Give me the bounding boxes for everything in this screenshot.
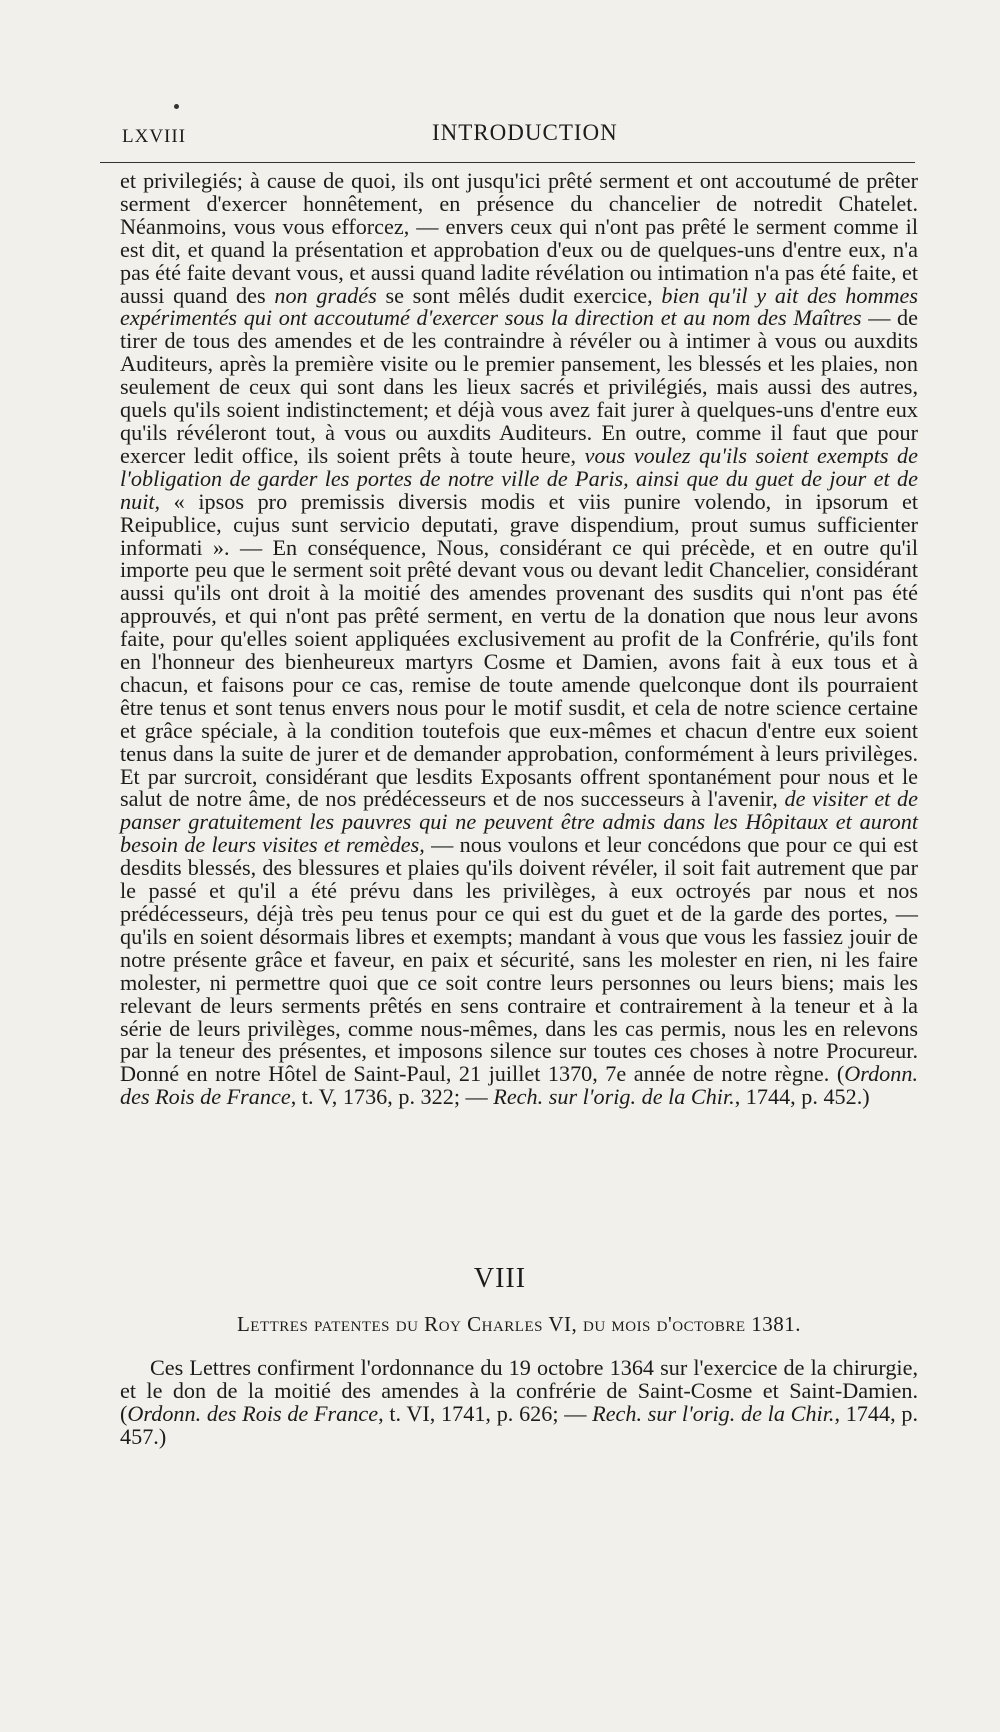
text-run: Ces Lettres confirment l'ordonnance du 19 octobre 1364 sur l'exercice de la chirurgie, et le don de la moitié des amendes à la confrérie de Saint-Cosme et Saint-Damien. ( [120, 1355, 918, 1426]
italic-run: bien qu'il y ait des hommes expérimentés qui ont accoutumé d'exercer sous la direction et au nom des Maîtres [120, 282, 918, 331]
paragraph [120, 1357, 918, 1449]
text-run: et privilegiés; à cause de quoi, ils ont jusqu'ici prêté serment et ont accoutumé de prêter serment d'exercer honnêtement, en présence du chancelier de notredit Chatelet. Néanmoins, vous vous efforcez, — envers ceux qui n'ont pas prêté le serment comme il est dit, et quand la présentation et approbation d'eux ou de quelques-uns d'entre eux, n'a pas été faite devant vous, et aussi quand ladite révélation ou intimation n'a pas été faite, et aussi quand des [120, 168, 918, 308]
italic-citation: Ordonn. des Rois de France [120, 1061, 918, 1110]
section-title: Lettres patentes du Roy Charles VI, du mois d'octobre 1381. [236, 1312, 802, 1336]
text-run: se sont mêlés dudit exercice, [376, 282, 662, 308]
text-run: — de tirer de tous des amendes et de les contraindre à révéler ou à intimer à vous ou auxdits Auditeurs, après la première visite ou le premier pansement, les blessés et les plaies, non seulement de ceux qui sont dans les lieux sacrés et privilégiés, mais aussi des autres, quels qu'ils soient indistinctement; et déjà vous avez fait jurer à quelques-uns d'entre eux qu'ils révéleront tout, à vous ou auxdits Auditeurs. En outre, comme il faut que pour exercer ledit office, ils soient prêts à toute heure, [120, 305, 918, 468]
main-text [120, 170, 918, 1109]
page-folio: LXVIII [122, 126, 187, 147]
italic-citation: Rech. sur l'orig. de la Chir. [493, 1084, 735, 1110]
section-text [120, 1357, 918, 1449]
running-title: INTRODUCTION [432, 120, 618, 145]
paragraph [120, 170, 918, 1109]
text-run: , t. V, 1736, p. 322; — [290, 1084, 494, 1110]
italic-run: de visiter et de panser gratuitement les pauvres qui ne peuvent être admis dans les Hôpitaux et auront besoin de leurs visites et remèdes, [120, 786, 918, 858]
text-run: , 1744, p. 457.) [120, 1400, 919, 1449]
header-rule [100, 162, 915, 163]
text-run: , 1744, p. 452.) [734, 1084, 870, 1110]
page-header [122, 114, 912, 154]
italic-run: non gradés [274, 282, 377, 308]
ink-speck [174, 104, 179, 109]
italic-run: vous voulez qu'ils soient exempts de l'obligation de garder les portes de notre ville de Paris, ainsi que du guet de jour et de nuit, [120, 442, 918, 514]
italic-citation: Rech. sur l'orig. de la Chir. [592, 1400, 835, 1426]
section-number: VIII [473, 1263, 527, 1294]
text-run: , t. VI, 1741, p. 626; — [378, 1400, 593, 1426]
italic-citation: Ordonn. des Rois de France [127, 1400, 379, 1426]
text-run: — nous voulons et leur concédons que pour ce qui est desdits blessés, des blessures et plaies qu'ils doivent révéler, il soit fait autrement que par le passé et qu'il a été prévu dans les privilèges, à eux octroyés par nous et nos prédécesseurs, déjà très peu tenus pour ce qui est du guet et de la garde des portes, — qu'ils en soient désormais libres et exempts; mandant à vous que vous les fassiez jouir de notre présente grâce et faveur, en paix et sécurité, sans les molester en rien, ni les faire molester, ni permettre quoi que ce soit contre leurs personnes ou leurs biens; mais les relevant de leurs serments prêtés en sens contraire et contrairement à la teneur et à la série de leurs privilèges, comme nous-mêmes, dans les cas permis, nous les en relevons par la teneur des présentes, et imposons silence sur toutes ces choses à notre Procureur. Donné en notre Hôtel de Saint-Paul, 21 juillet 1370, 7e année de notre règne. ( [120, 832, 918, 1087]
text-run: « ipsos pro premissis diversis modis et viis punire volendo, in ipsorum et Reipublice, cujus sunt servicio deputati, grave dispendium, prout sumus sufficienter informati ». — En conséquence, Nous, considérant ce qui précède, et en outre qu'il importe peu que le serment soit prêté devant vous ou devant ledit Chancelier, considérant aussi qu'ils ont droit à la moitié des amendes provenant des susdits qui n'ont pas été approuvés, et qui n'ont pas prêté serment, en vertu de la donation que nous leur avons faite, pour qu'elles soient appliquées exclusivement au profit de la Confrérie, qu'ils font en l'honneur des bienheureux martyrs Cosme et Damien, avons fait à eux tous et à chacun, et faisons pour ce cas, remise de toute amende quelconque dont ils pourraient être tenus et sont tenus envers nous pour le motif susdit, et cela de notre science certaine et grâce spéciale, à la condition toutefois que eux-mêmes et chacun d'entre eux soient tenus dans la suite de jurer et de demander approbation, conformément à leurs privilèges. Et par surcroit, considérant que lesdits Exposants offrent spontanément pour nous et le salut de notre âme, de nos prédécesseurs et de nos successeurs à l'avenir, [120, 488, 918, 812]
